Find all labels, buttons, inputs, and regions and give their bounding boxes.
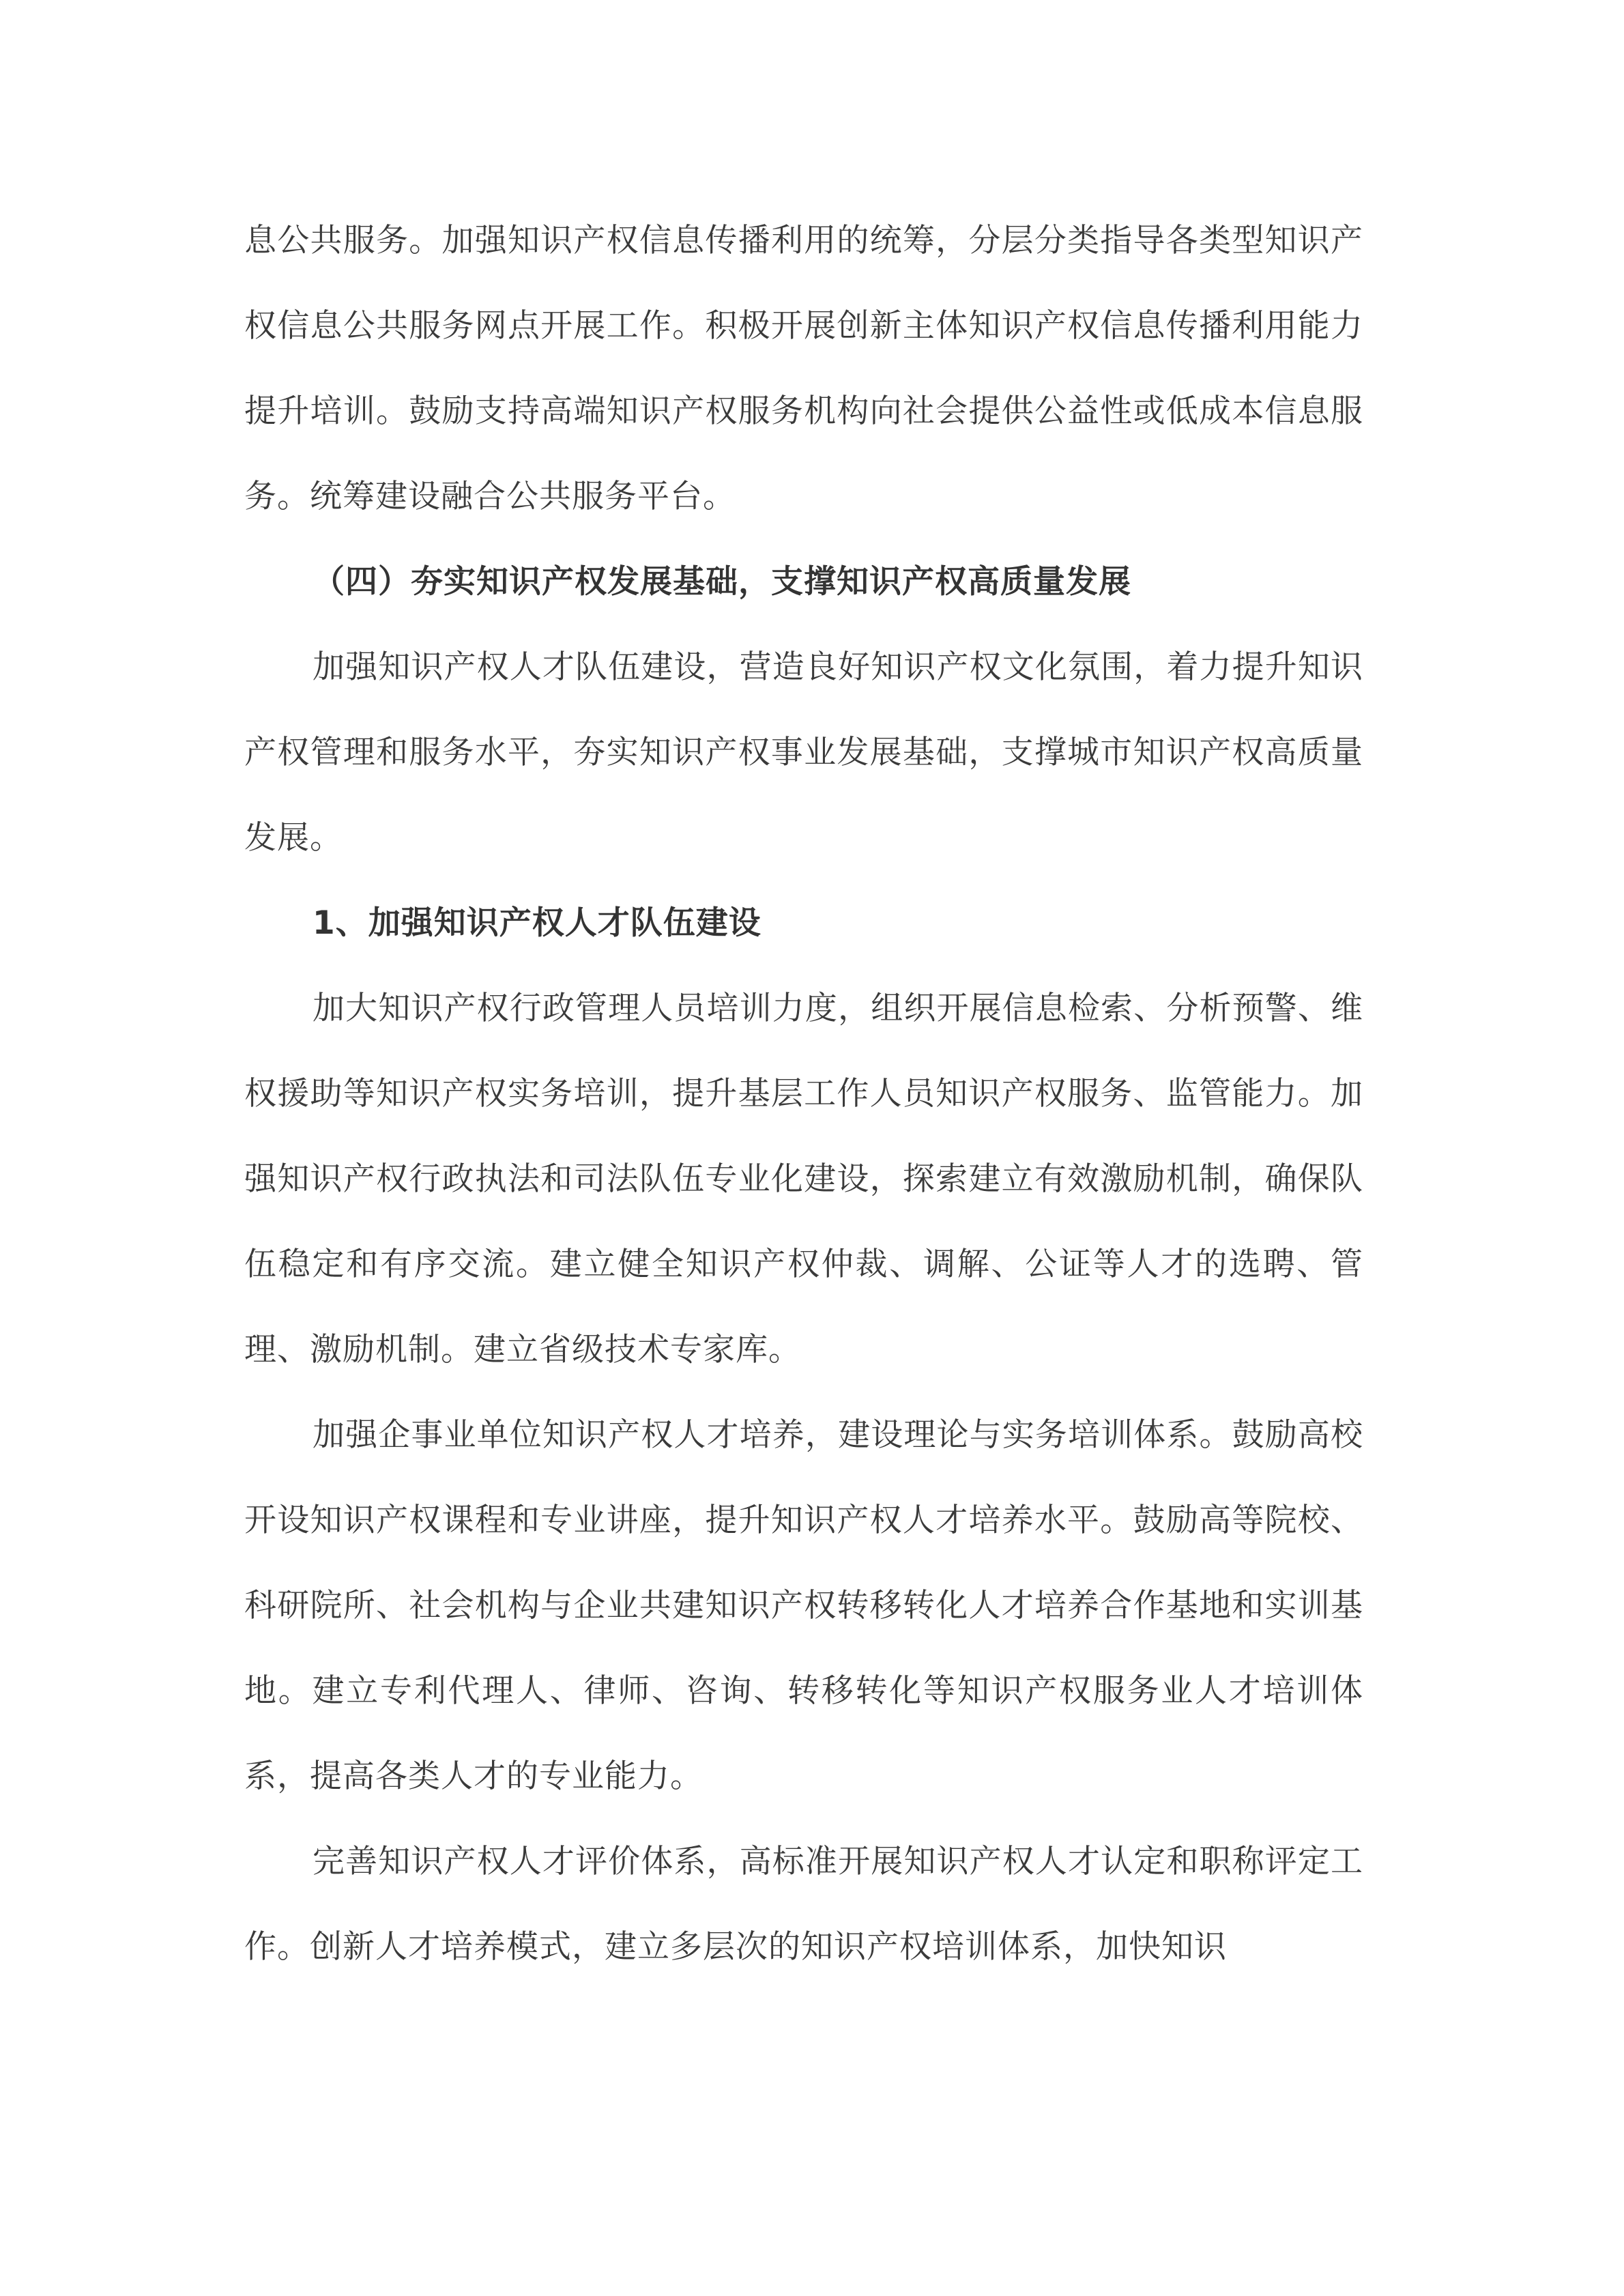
paragraph-foundation-intro: 加强知识产权人才队伍建设，营造良好知识产权文化氛围，着力提升知识产权管理和服务水平，夯实知识产权事业发展基础，支撑城市知识产权高质量发展。	[244, 648, 1363, 857]
subsection-heading-talent: 1、加强知识产权人才队伍建设	[313, 904, 762, 942]
paragraph-talent-evaluation: 完善知识产权人才评价体系，高标准开展知识产权人才认定和职称评定工作。创新人才培养模式，建立多层次的知识产权培训体系，加快知识	[244, 1843, 1363, 1966]
paragraph-info-services: 息公共服务。加强知识产权信息传播利用的统筹，分层分类指导各类型知识产权信息公共服务网点开展工作。积极开展创新主体知识产权信息传播利用能力提升培训。鼓励支持高端知识产权服务机构向社会提供公益性或低成本信息服务。统筹建设融合公共服务平台。	[244, 222, 1363, 515]
document-body	[244, 198, 1363, 1990]
paragraph-admin-training: 加大知识产权行政管理人员培训力度，组织开展信息检索、分析预警、维权援助等知识产权实务培训，提升基层工作人员知识产权服务、监管能力。加强知识产权行政执法和司法队伍专业化建设，探索建立有效激励机制，确保队伍稳定和有序交流。建立健全知识产权仲裁、调解、公证等人才的选聘、管理、激励机制。建立省级技术专家库。	[244, 990, 1363, 1368]
section-heading-four: （四）夯实知识产权发展基础，支撑知识产权高质量发展	[313, 563, 1131, 601]
paragraph-enterprise-talent: 加强企事业单位知识产权人才培养，建设理论与实务培训体系。鼓励高校开设知识产权课程和专业讲座，提升知识产权人才培养水平。鼓励高等院校、科研院所、社会机构与企业共建知识产权转移转化人才培养合作基地和实训基地。建立专利代理人、律师、咨询、转移转化等知识产权服务业人才培训体系，提高各类人才的专业能力。	[244, 1416, 1363, 1795]
